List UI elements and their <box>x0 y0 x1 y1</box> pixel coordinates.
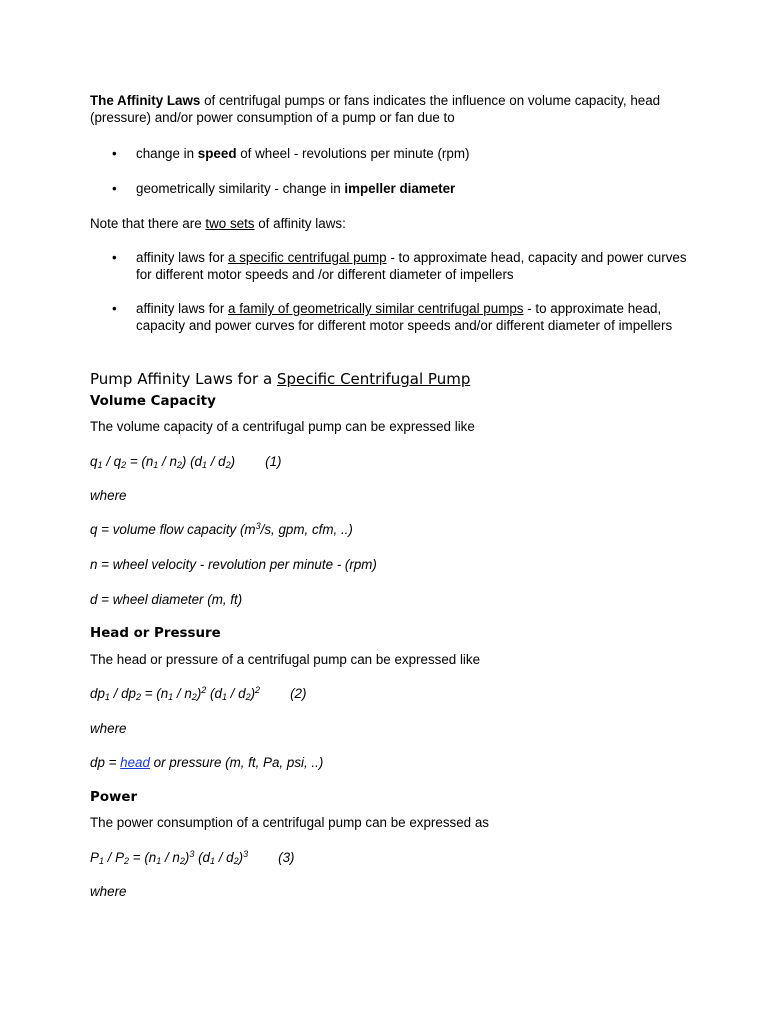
intro-text: of centrifugal pumps or fans indicates the influence on volume capacity, head (pressure) and/or power consumption of a pump or fan due to <box>90 93 661 125</box>
intro-term: The Affinity Laws <box>90 93 201 108</box>
definition-text: q = volume flow capacity (m <box>90 522 256 537</box>
equation-number: (1) <box>265 454 282 469</box>
list-item-text: affinity laws for <box>136 250 229 265</box>
list-item-specific-pump <box>136 249 696 283</box>
where-label: where <box>90 721 127 736</box>
list-item-family-pumps <box>136 300 696 334</box>
note-underlined: two sets <box>205 216 255 231</box>
list-item-text: - to approximate head, capacity and power curves for different motor speeds and /or different diameter of impellers <box>136 250 687 282</box>
power-intro: The power consumption of a centrifugal pump can be expressed as <box>90 815 489 830</box>
list-item-text: of wheel - revolutions per minute (rpm) <box>236 146 470 161</box>
definition-text: or pressure (m, ft, Pa, psi, ..) <box>149 755 324 770</box>
note-paragraph <box>90 215 690 232</box>
note-text: Note that there are <box>90 216 206 231</box>
where-label: where <box>90 488 127 503</box>
definition-d: d = wheel diameter (m, ft) <box>90 592 243 607</box>
definition-q: q = volume flow capacity ($m^3/s$, gpm, cfm, ..) <box>90 521 353 537</box>
equation-1: $q_1 / q_2 = (n_1 / n_2)$ $(d_1 / d_2)$ (1) <box>90 454 282 470</box>
equation-3: $P_1 / P_2 = (n_1 / n_2)^3$ $(d_1 / d_2)^3$ (3) <box>90 849 295 866</box>
equation-number: (3) <box>278 850 295 865</box>
list-item-underlined: a family of geometrically similar centrifugal pumps <box>228 301 524 316</box>
list-item-underlined: a specific centrifugal pump <box>228 250 387 265</box>
list-item-diameter <box>136 180 696 197</box>
list-item-emphasis: speed <box>197 146 237 161</box>
section-heading <box>90 369 690 389</box>
bullet-marker: • <box>112 146 117 161</box>
list-item-text: - to approximate head, capacity and power curves for different motor speeds and/or different diameter of impellers <box>136 301 673 333</box>
section-heading-underlined: Specific Centrifugal Pump <box>276 370 471 388</box>
head-heading: Head or Pressure <box>90 626 221 641</box>
list-item-speed <box>136 145 696 162</box>
definition-n: n = wheel velocity - revolution per minute - (rpm) <box>90 557 377 572</box>
equation-number: (2) <box>290 686 307 701</box>
list-item-text: change in <box>136 146 198 161</box>
power-heading: Power <box>90 790 138 805</box>
head-intro: The head or pressure of a centrifugal pump can be expressed like <box>90 652 481 667</box>
definition-text: /s, gpm, cfm, ..) <box>260 522 353 537</box>
note-text: of affinity laws: <box>254 216 346 231</box>
list-item-text: affinity laws for <box>136 301 229 316</box>
equation-2: $dp_1 / dp_2 = (n_1 / n_2)^2$ $(d_1 / d_2)^2$ (2) <box>90 685 307 702</box>
bullet-marker: • <box>112 301 117 316</box>
bullet-marker: • <box>112 181 117 196</box>
list-item-emphasis: impeller diameter <box>344 181 456 196</box>
section-heading-text: Pump Affinity Laws for a <box>90 370 277 388</box>
head-link[interactable]: head <box>120 755 150 770</box>
volume-heading: Volume Capacity <box>90 394 216 409</box>
volume-intro: The volume capacity of a centrifugal pump can be expressed like <box>90 419 475 434</box>
bullet-marker: • <box>112 250 117 265</box>
definition-dp <box>90 754 690 771</box>
definition-text: dp = <box>90 755 121 770</box>
intro-paragraph <box>90 92 690 126</box>
where-label: where <box>90 884 127 899</box>
list-item-text: geometrically similarity - change in <box>136 181 345 196</box>
